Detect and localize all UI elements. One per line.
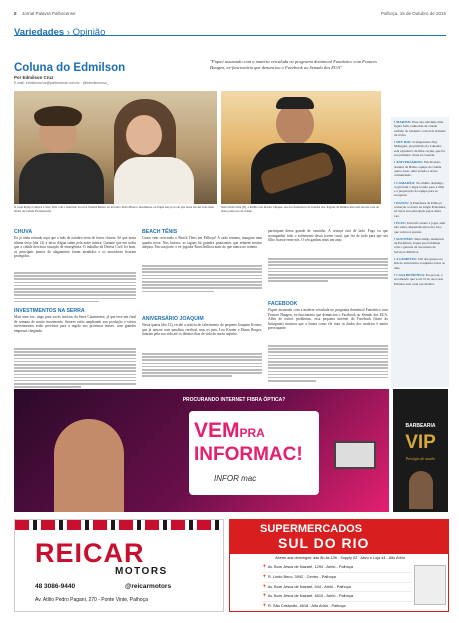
- text-chuva: Eu já tinha retirado aqui que o mês de outubro seria de fortes chuvas. Só que nesta última terça (dia 12) a faixa d'água subiu pela noite inteira. Garante que em todos que a cidade decretou situação de emergência. O trabalho da Defesa Civil foi bom, os principais pontos de alagamento foram atendidos e os moradores ficaram protegidos.: [14, 236, 136, 259]
- photo-couple: [14, 91, 217, 204]
- sidebar-note-text: Um dos grupos no fim de aniversário-conquista todos os dias.: [394, 257, 445, 270]
- ad-reicar-name: REICAR: [35, 538, 145, 568]
- sidebar-note-text: Esse ano adivinhe uma figura bem conhecida da cidade ceifado do banheiro com dois homens de trafto.: [394, 120, 446, 137]
- dateline: Palhoça, 15 de Outubro de 2015: [380, 11, 446, 16]
- ad-reicar-stripes: [15, 520, 224, 530]
- caption-photo2: Netta Netta Neia (N), a Ramiro me mostra Chiquer, seu dos fundadores da Gaúcha aba. Pagode de últimos nível em seu das cara do mais poderosos da cidade: [221, 205, 379, 213]
- ad-super-address-text: R. Lindo Beco, 3092 - Centro - Palhoça: [267, 573, 336, 579]
- ad-internet-logo: INFOR mac: [214, 474, 257, 483]
- ad-internet-brand: INFORMAC!: [194, 444, 303, 465]
- ad-reicar-address: Av. Atílio Pedro Pagani, 270 - Ponte Vinte, Palhoça: [35, 597, 148, 603]
- ad-super-address-row: 📍 R. São Cristóvão, 4618 - Alto Aririú - Palhoça: [262, 602, 412, 612]
- sidebar-list: [394, 120, 446, 286]
- ad-barbearia-tagline: Prestígio de macho: [405, 457, 436, 461]
- sidebar-note-lead: ANIVERSÁRIOS:: [396, 160, 424, 165]
- sidebar-note-text: Tem um casado a jogar, sem não saber, impariam um noivo faro que vem nos prestar.: [394, 220, 446, 234]
- ad-reicar-sub: MOTORS: [115, 566, 168, 577]
- ad-internet-brand-pra: PRA: [239, 426, 265, 440]
- heading-chuva: CHUVA: [14, 229, 33, 235]
- heading-beach-tenis: BEACH TÊNIS: [142, 229, 178, 235]
- ad-super-name-1: SUPERMERCADOS: [260, 523, 363, 535]
- sidebar-note-lead: NEY RIO:: [396, 140, 412, 145]
- sidebar-note: ▪ NEY RIO: O empresário Ney Maluguel, proprietário do Lukador, está expulsivo da filha caçula, que foi seu primeiro chute no Guarda.: [394, 140, 446, 158]
- section-name: Variedades: [14, 27, 65, 38]
- sidebar-note: ▪ CAMARÃO: No último domingo, cogiravam o lugar bonito para a tilha e a preparação da equipe para se recuperar.: [394, 180, 445, 198]
- ad-super-truck: [414, 565, 446, 605]
- ad-super-address-text: Av. Bom Jesus de Nazaré, 1294 - Aririú - Palhoça: [267, 564, 353, 569]
- heading-aniversario: ANIVERSÁRIO JOAQUIM: [142, 316, 204, 322]
- text-investimentos: Mais uma vez, trago para vocês notícias da Serra Catarinense, já que teve um final de semana de muito movimento. Setores estão ampliando sua produção e vários investimentos estão previstos para a região nos próximos meses, com grandes empresas chegando.: [14, 315, 136, 333]
- sidebar-note: ▪ A GEMPTUS: Um dos grupos no fim de aniversário-conquista todos os dias.: [394, 257, 445, 270]
- ad-super-address-row: 📍 Av. Bom Jesus de Nazaré, 4610 - Aririú - Palhoça: [262, 592, 412, 602]
- ad-internet-brand-vem: VEM: [194, 419, 240, 442]
- ad-super-name-2: SUL DO RIO: [278, 535, 370, 551]
- ad-super-address-text: Av. Bom Jesus de Nazaré, 4610 - Aririú - Palhoça: [267, 593, 353, 599]
- sidebar-note-text: Em inverno-atanhar da Balha, equipe da cidade quero assar, uma verada a nossa comunidade.: [394, 160, 442, 178]
- column-contact: E-mail: edmilsoncruz@palhocense.com.br · @edmilsoncruz_: [14, 81, 109, 85]
- ad-internet[interactable]: [14, 389, 389, 512]
- sidebar-note: ▪ MARTIN: Esse ano adivinhe uma figura bem conhecida da cidade ceifado do banheiro com dois homens de trafto.: [394, 120, 446, 137]
- ad-internet-person: [54, 419, 124, 512]
- ad-internet-laptop: [334, 441, 376, 469]
- text-facebook: Fiquei assustado com a matéria veiculada no programa dominical Fantástico com Frances Haugen, ex-funcionária que denunciou o Facebook ao Senado dos EUA. Além de outros problemas, essa pequena internet do Facebook (dono do Instagram) mostrou que a forma como ele trata os dados dos usuários é muito preocupante.: [268, 308, 388, 331]
- sidebar-note-text: Eu provei, e recomendo que você vá lá, sua Casa Pizzaria está cada vez melhor.: [394, 272, 444, 286]
- ad-reicar[interactable]: [14, 519, 224, 612]
- sidebar-note: ▪ CASA BEÜDINNA: Eu provei, e recomendo que você vá lá, sua Casa Pizzaria está cada vez melhor.: [394, 272, 444, 286]
- ad-barbearia-label: BARBEARIA: [405, 423, 436, 429]
- heading-investimentos: INVESTIMENTOS NA SERRA: [14, 308, 85, 314]
- sidebar-note-text: O empresário Ney Maluguel, proprietário do Lukador, está expulsivo da filha caçula, que foi seu primeiro chute no Guarda.: [394, 140, 446, 158]
- ad-barbearia-name: VIP: [405, 432, 436, 453]
- sidebar-note: ▪ ANIVERSÁRIOS: Em inverno-atanhar da Balha, equipe da cidade quero assar, uma verada a nossa comunidade.: [394, 160, 442, 178]
- sidebar-note: ▪ ELES: Tem um casado a jogar, sem não saber, impariam um noivo faro que vem nos prestar.: [394, 220, 446, 234]
- ad-super-address-text: R. São Cristóvão, 4618 - Alto Aririú - Palhoça: [267, 603, 346, 609]
- pull-quote: "Fiquei assustado com a matéria veiculada no programa dominical Fantástico com Frances Haugen, ex-funcionária que denunciou o Facebook ao Senado dos EUA": [210, 59, 377, 70]
- column-author: Por Edmilson Cruz: [14, 75, 54, 80]
- sidebar-notes: [391, 117, 449, 387]
- ad-reicar-social: @reicarmotors: [125, 583, 172, 590]
- sidebar-note-text: A Prefeitura de Palhoça começou a reaver na Julgie Prefeitura, na Serra nos principais jogos desta vez.: [394, 200, 446, 218]
- column-title: Coluna do Edmilson: [14, 62, 126, 74]
- section-heading: Variedades › Opinião: [14, 22, 446, 36]
- sidebar-note-lead: DANOS:: [396, 200, 410, 205]
- text-aniversario: Nesta quarta (dia 13), recebi a notícia do falecimento do pequeno Joaquim Kroner, que já nasceu com paralisia cerebral, mas os pais, Leo Kroner e Diana Borges, lutaram pela sua vida até os últimos dias de vida do nosso anjinho.: [142, 323, 262, 337]
- heading-facebook: FACEBOOK: [268, 301, 298, 307]
- ad-super-hours: Aberto aos domingos: das 8h às 13h - Supply 02 · Ativo e Loja 44 - Alto Aririú: [275, 556, 405, 560]
- ad-internet-tagline: PROCURANDO INTERNET FIBRA ÓPTICA?: [182, 397, 286, 403]
- ad-super-address-row: 📍 Av. Bom Jesus de Nazaré, 444 - Aririú - Palhoça: [262, 583, 412, 593]
- ad-reicar-phone: 48 3086-9440: [35, 583, 76, 590]
- sidebar-note-text: Meu amigo Anderson da Prefeitura, liquei que trabalhou com o gerente de Secretaria de Serviços Públicos.: [394, 236, 444, 254]
- sidebar-note-lead: CAMARÃO:: [396, 180, 416, 185]
- ad-barbearia-person: [409, 471, 433, 509]
- ad-super-address-row: 📍 R. Lindo Beco, 3092 - Centro - Palhoça: [262, 573, 412, 583]
- sidebar-note-text: No último domingo, cogiravam o lugar bonito para a tilha e a preparação da equipe para se recuperar.: [394, 180, 445, 198]
- sidebar-note-lead: ELES:: [396, 220, 406, 225]
- sidebar-note-lead: A GEMPTUS:: [396, 257, 418, 262]
- caption-photo1: O casal Ryngo Campos e Sara, feliz com o resultado da nova Vendita Batera, no Parceiro Pedra Branca. Realmente, eu fiquei sua prova de que brasa em dei bons mais lindos da Cidade Florianópolis.: [14, 205, 214, 213]
- page-number: 8: [14, 11, 17, 16]
- page-header: [14, 9, 446, 19]
- text-col3: participam dessa grande de caminho. A criança está de lado. Fogo eu que acompanhei todo o sofrimento dessa jovem casal, que fez de tudo para que seu filho ficasse entre nós. O céu ganhou mais um anjo.: [268, 229, 388, 243]
- text-beach-tenis: Como vem crescendo o Beach Tênis em Palhoça! A cada semana, inaugura uma quadra nova. Nos bairros, as lagoas há grandes praticantes que reúnem muitos adeptos. Em sua parte, o ex-jogador Rossi brilhou mais do que nunca no torneio.: [142, 236, 262, 250]
- ad-super-address-row: 📍 Av. Bom Jesus de Nazaré, 1294 - Aririú - Palhoça: [262, 563, 412, 573]
- subsection-name: Opinião: [72, 27, 106, 38]
- sidebar-note: ▪ SOUTIMO: Meu amigo Anderson da Prefeitura, liquei que trabalhou com o gerente de Secretaria de Serviços Públicos.: [394, 236, 444, 254]
- paper-name: Jornal Palavra Palhocense: [22, 11, 76, 16]
- sidebar-note: ▪ DANOS: A Prefeitura de Palhoça começou a reaver na Julgie Prefeitura, na Serra nos principais jogos desta vez.: [394, 200, 446, 218]
- photo-musician: [221, 91, 381, 204]
- ad-super-address-text: Av. Bom Jesus de Nazaré, 444 - Aririú - Palhoça: [267, 583, 351, 589]
- ad-super-addresses: [262, 563, 412, 612]
- sidebar-note-lead: CASA BEÜDINNA:: [396, 272, 426, 277]
- ad-barbearia[interactable]: [393, 389, 448, 512]
- sidebar-note-lead: MARTIN:: [396, 120, 412, 124]
- sidebar-note-lead: SOUTIMO:: [396, 236, 414, 241]
- ad-supermercado[interactable]: [229, 519, 449, 612]
